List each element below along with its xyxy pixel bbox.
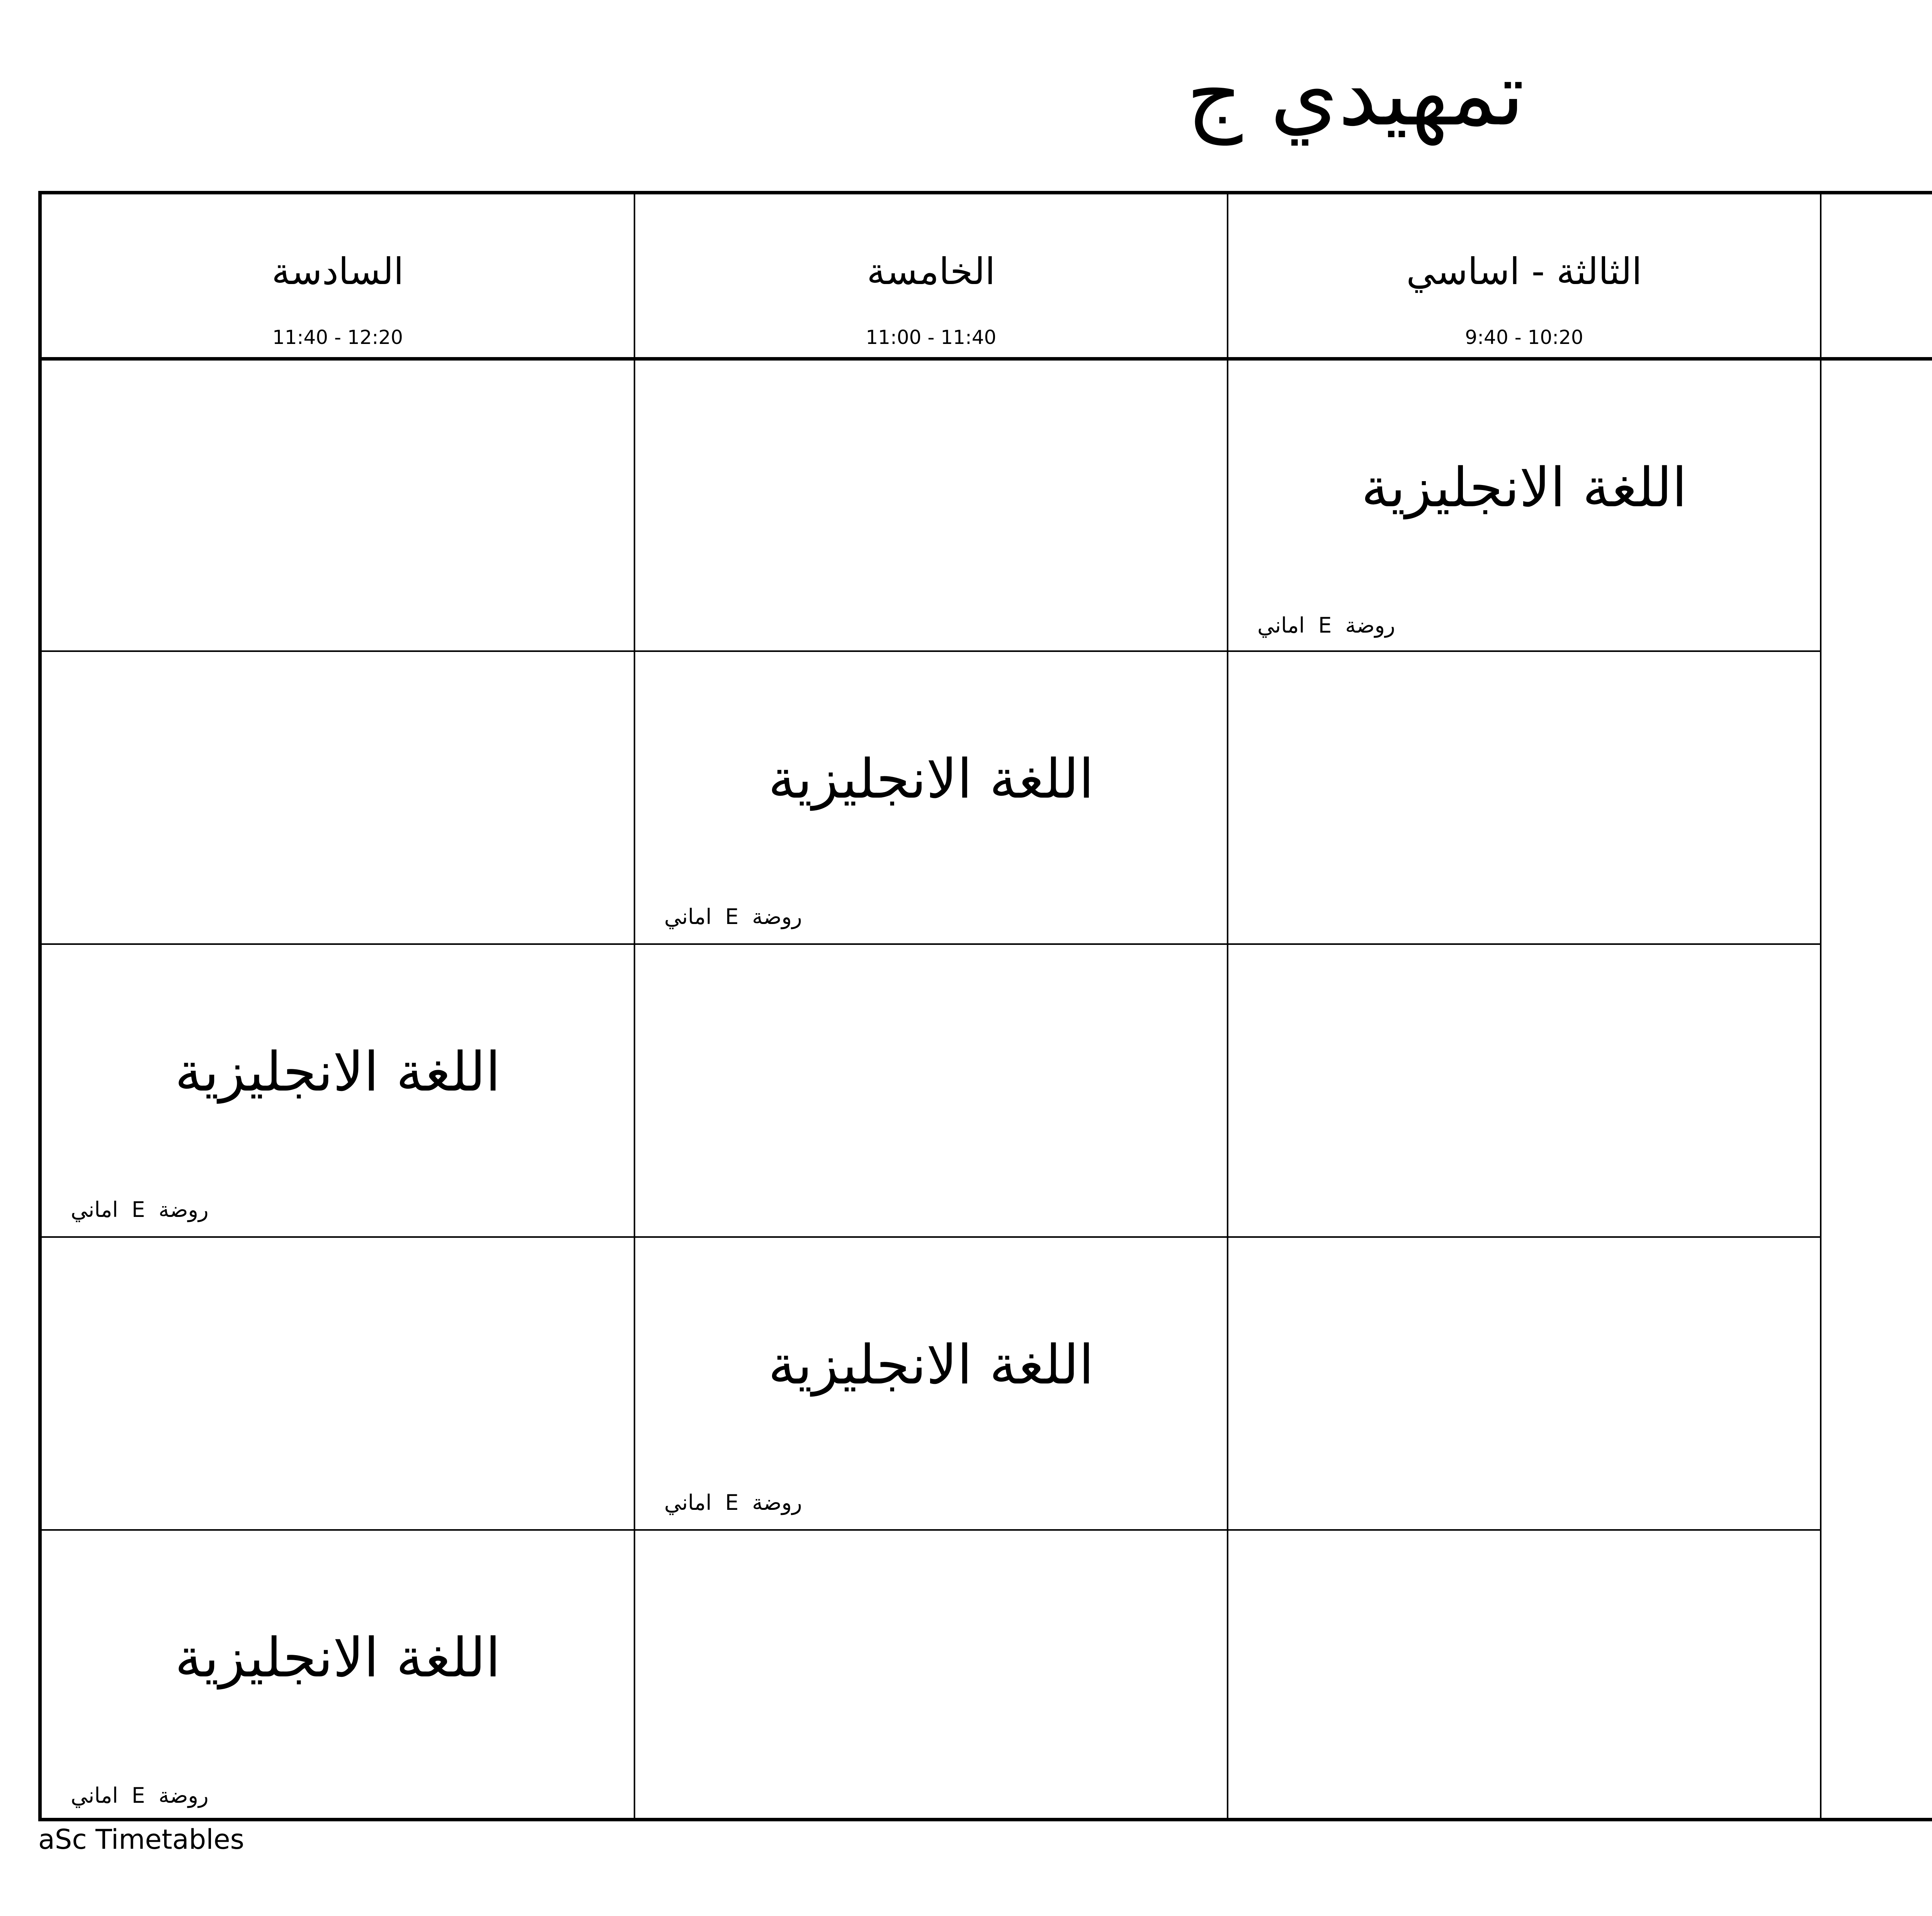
lesson-teacher: روضة E اماني — [664, 904, 802, 929]
lesson-cell[interactable] — [42, 1531, 634, 1821]
period-header — [42, 194, 634, 359]
lesson-cell[interactable] — [1228, 361, 1820, 650]
lesson-subject: اللغة الانجليزية — [768, 1334, 1094, 1397]
period-name: السادسة — [272, 250, 404, 293]
lesson-subject: اللغة الانجليزية — [175, 1627, 501, 1690]
lesson-teacher: روضة E اماني — [71, 1783, 209, 1808]
timetable-title: تمهيدي ج — [1186, 44, 1525, 145]
timetable-grid — [38, 191, 1932, 1821]
lesson-teacher: روضة E اماني — [1257, 613, 1395, 638]
lesson-cell[interactable] — [42, 945, 634, 1236]
period-header — [1821, 194, 1932, 359]
lesson-teacher: روضة E اماني — [71, 1197, 209, 1222]
footer-credit: aSc Timetables — [38, 1824, 245, 1855]
lesson-subject: اللغة الانجليزية — [1361, 456, 1687, 519]
lesson-subject: اللغة الانجليزية — [768, 748, 1094, 811]
period-name: الثالثة - اساسي — [1406, 250, 1642, 293]
column-divider — [1820, 194, 1821, 1818]
period-header — [1228, 194, 1820, 359]
period-time: 11:40 - 12:20 — [272, 326, 403, 349]
lesson-teacher: روضة E اماني — [664, 1490, 802, 1515]
period-name: الخامسة — [867, 250, 995, 293]
column-divider — [634, 194, 635, 1818]
period-header — [635, 194, 1227, 359]
lesson-cell[interactable] — [635, 652, 1227, 943]
lesson-subject: اللغة الانجليزية — [175, 1041, 501, 1104]
lesson-cell[interactable] — [635, 1238, 1227, 1529]
period-time: 11:00 - 11:40 — [866, 326, 997, 349]
period-name — [1821, 248, 1932, 295]
period-time — [1821, 326, 1932, 349]
period-time: 9:40 - 10:20 — [1465, 326, 1583, 349]
